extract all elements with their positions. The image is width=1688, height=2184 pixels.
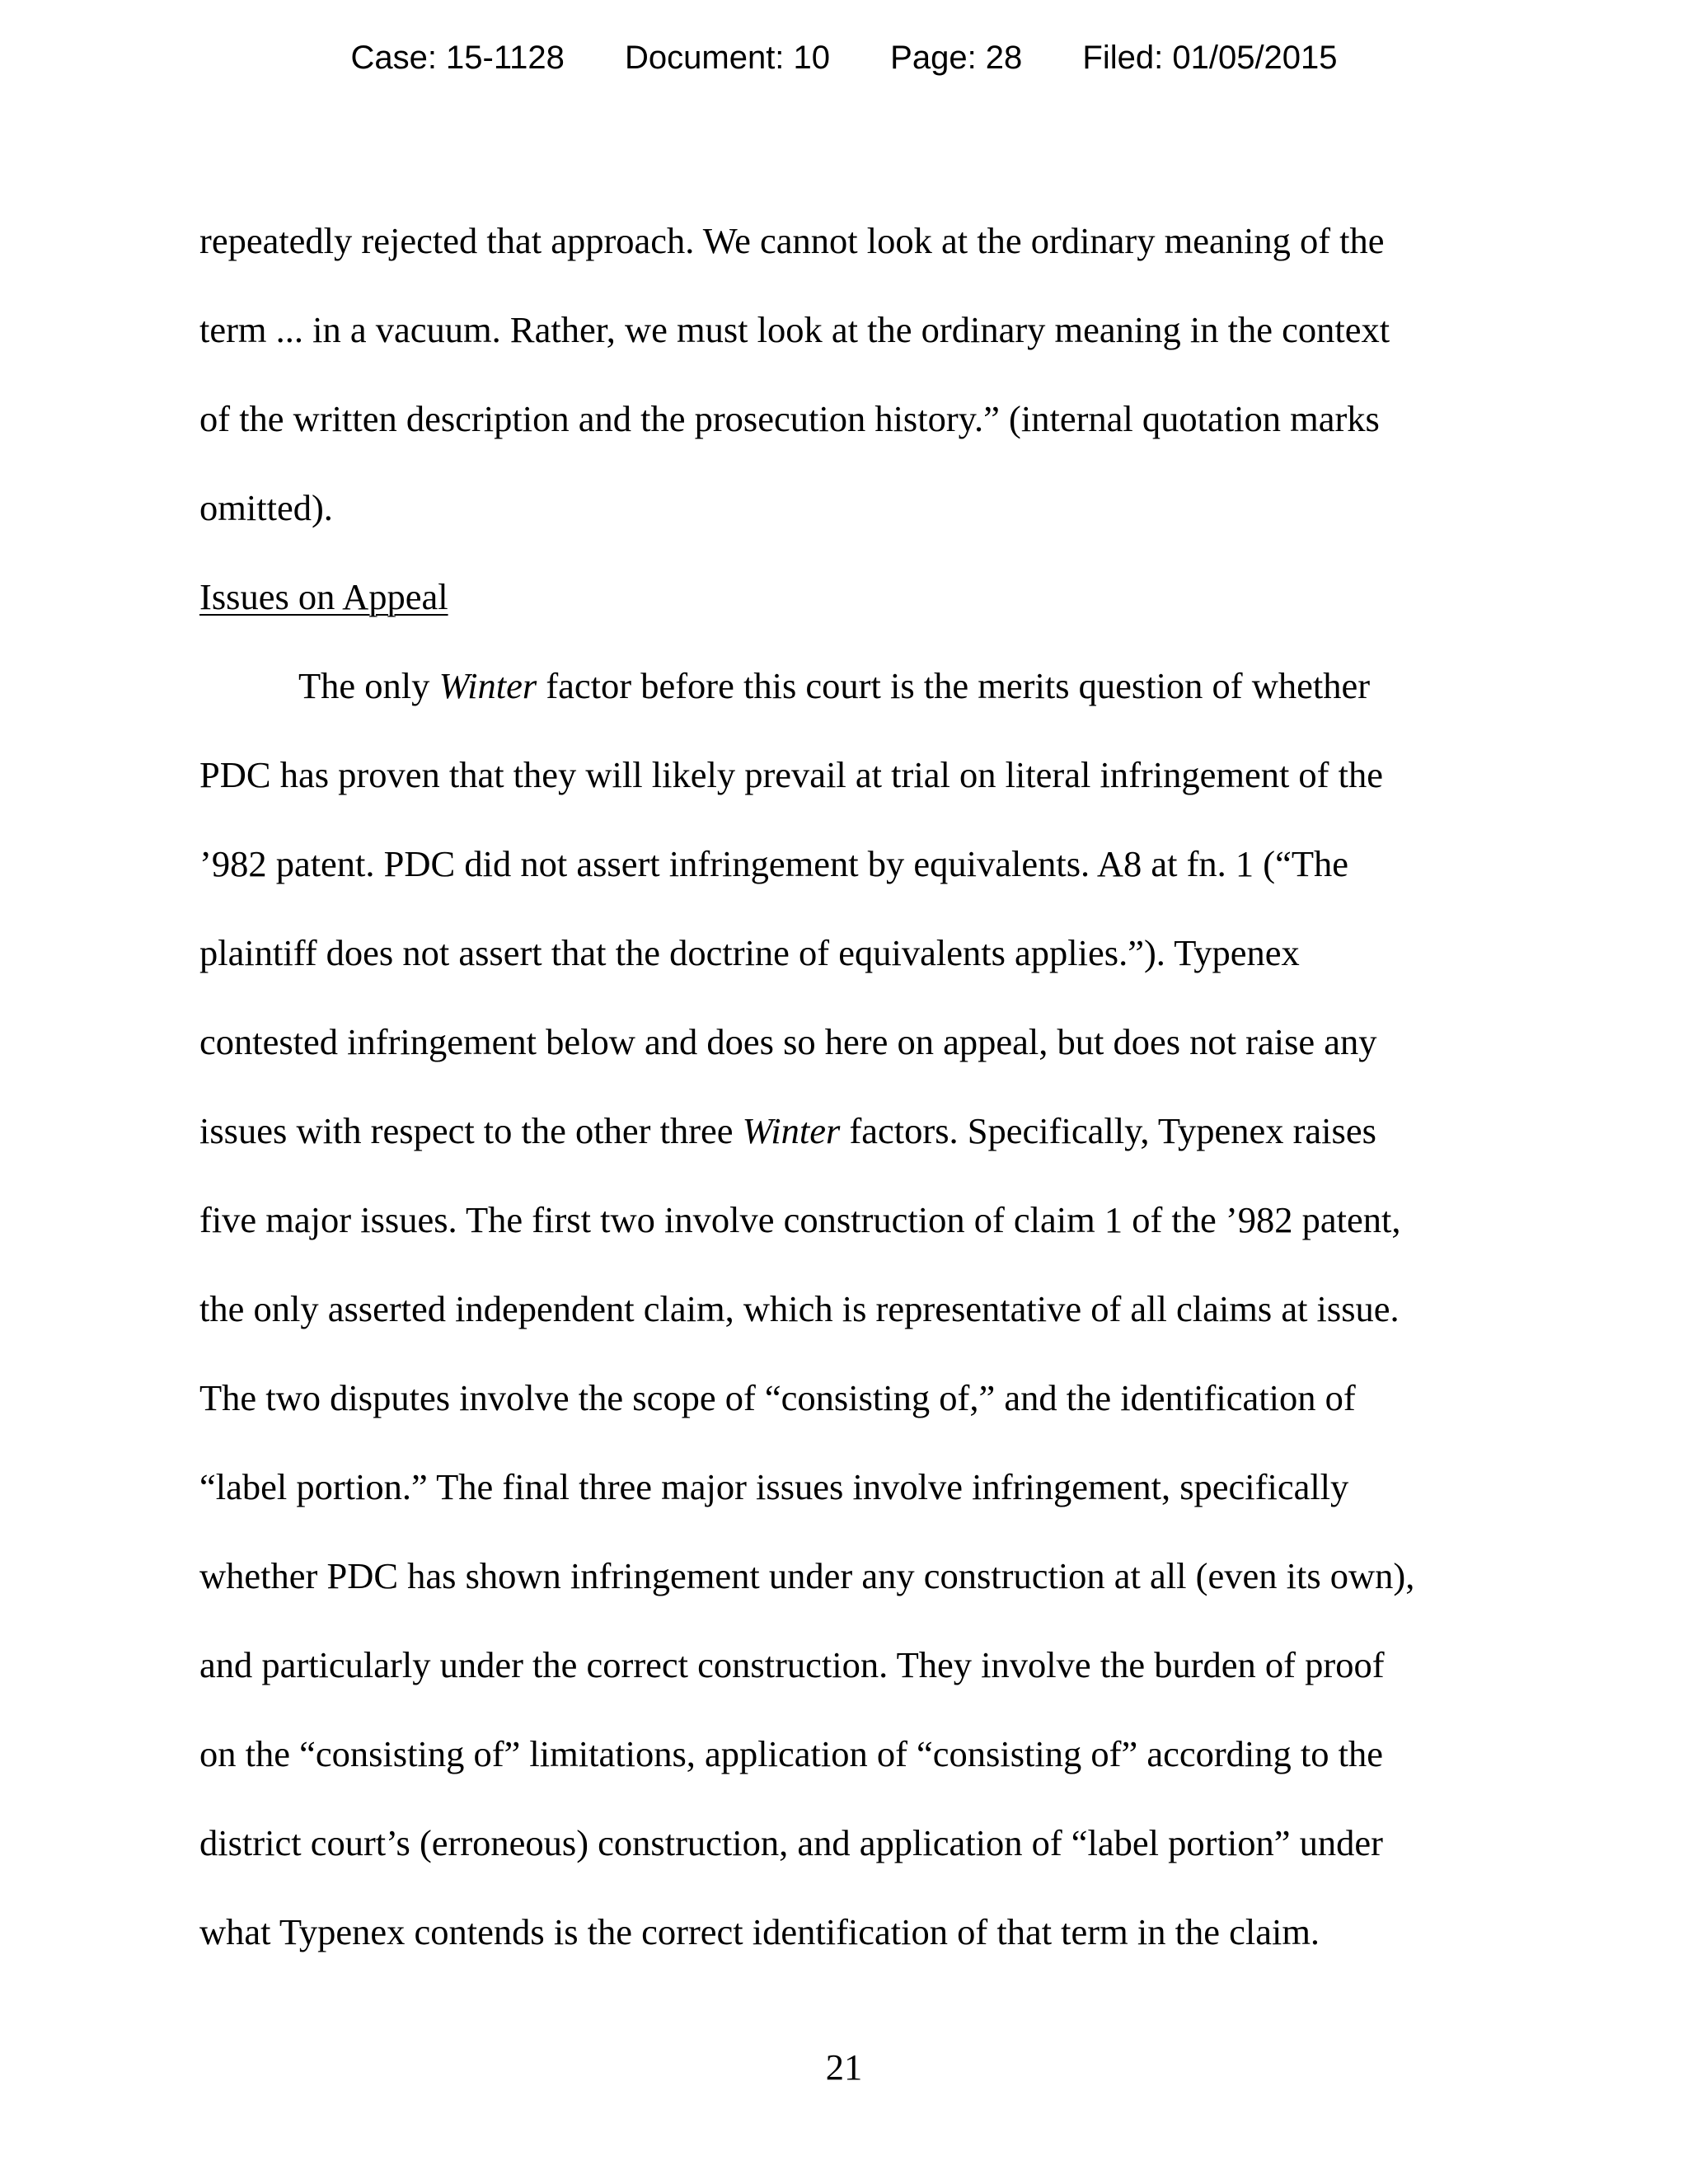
text-run: factors. Specifically, Typenex raises — [840, 1110, 1376, 1151]
text-line: PDC has proven that they will likely prevail at trial on literal infringement of the — [199, 754, 1383, 795]
text-run: The only — [298, 665, 439, 706]
section-heading: Issues on Appeal — [199, 576, 448, 617]
brief-body — [199, 196, 1510, 1976]
text-line: omitted). — [199, 487, 333, 528]
case-name-italic: Winter — [742, 1110, 841, 1151]
text-line: and particularly under the correct construction. They involve the burden of proof — [199, 1644, 1385, 1685]
filing-header — [0, 36, 1688, 79]
text-line: plaintiff does not assert that the doctrine of equivalents applies.”). Typenex — [199, 932, 1300, 973]
document-number: Document: 10 — [625, 40, 831, 76]
text-line: the only asserted independent claim, which is representative of all claims at issue. — [199, 1288, 1400, 1329]
page-number: 21 — [825, 2046, 863, 2088]
case-name-italic: Winter — [438, 665, 537, 706]
text-line: what Typenex contends is the correct identification of that term in the claim. — [199, 1911, 1320, 1952]
case-number: Case: 15-1128 — [350, 40, 565, 76]
text-line: on the “consisting of” limitations, application of “consisting of” according to the — [199, 1733, 1384, 1774]
text-line — [199, 1086, 1510, 1175]
text-line: five major issues. The first two involve construction of claim 1 of the ’982 patent, — [199, 1199, 1401, 1240]
paragraph-first-line — [199, 641, 1510, 730]
text-run: factor before this court is the merits question of whether — [537, 665, 1371, 706]
text-run: issues with respect to the other three — [199, 1110, 743, 1151]
text-line: term ... in a vacuum. Rather, we must look at the ordinary meaning in the context — [199, 309, 1390, 350]
text-line: The two disputes involve the scope of “consisting of,” and the identification of — [199, 1377, 1356, 1418]
text-line: repeatedly rejected that approach. We cannot look at the ordinary meaning of the — [199, 220, 1385, 261]
header-page-number: Page: 28 — [890, 40, 1023, 76]
text-line: contested infringement below and does so here on appeal, but does not raise any — [199, 1021, 1377, 1062]
text-line: “label portion.” The final three major issues involve infringement, specifically — [199, 1466, 1349, 1507]
text-line: ’982 patent. PDC did not assert infringement by equivalents. A8 at fn. 1 (“The — [199, 843, 1349, 884]
text-line: whether PDC has shown infringement under any construction at all (even its own), — [199, 1555, 1415, 1596]
text-line: of the written description and the prosecution history.” (internal quotation marks — [199, 398, 1380, 439]
filed-date: Filed: 01/05/2015 — [1082, 40, 1338, 76]
text-line: district court’s (erroneous) construction, and application of “label portion” under — [199, 1822, 1383, 1863]
